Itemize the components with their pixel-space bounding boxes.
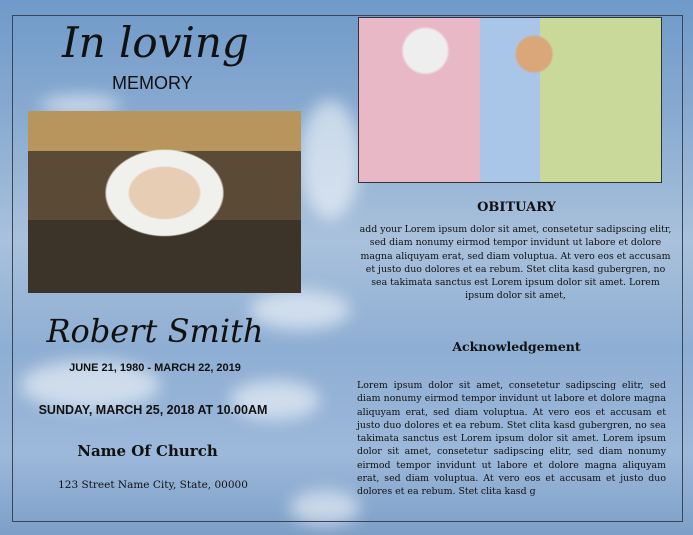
family-photo [358,17,662,183]
service-datetime: SUNDAY, MARCH 25, 2018 AT 10.00AM [38,403,268,417]
obituary-heading: OBITUARY [477,200,556,215]
acknowledgement-text: Lorem ipsum dolor sit amet, consetetur sadipscing elitr, sed diam nonumy eirmod tempor invidunt ut labore et dolore magna aliquyam erat, sed diam voluptua. At vero eos et accusam et justo duo dolores et ea rebum. Stet clita kasd gubergren, no sea takimata sanctus est Lorem ipsum dolor sit amet. Lorem ipsum dolor sit amet, consetetur sadipscing elitr, sed diam nonumy eirmod tempor invidunt ut labore et dolore magna aliquyam erat, sed diam voluptua. At vero eos et accusam et justo duo dolores et ea rebum. Stet clita kasd g [357,380,666,498]
church-name: Name Of Church [77,442,218,460]
obituary-text: add your Lorem ipsum dolor sit amet, consetetur sadipscing elitr, sed diam nonumy eirmod tempor invidunt ut labore et dolore magna aliquyam erat, sed diam voluptua. At vero eos et accusam et justo duo dolores et ea rebum. Stet clita kasd gubergren, no sea takimata sanctus est Lorem ipsum dolor sit amet. Lorem ipsum dolor sit amet, [359,224,672,302]
deceased-name: Robert Smith [46,312,264,350]
in-loving-title: In loving [62,18,249,67]
deceased-portrait-photo [28,111,301,293]
acknowledgement-heading: Acknowledgement [452,339,581,354]
church-address: 123 Street Name City, State, 00000 [58,479,248,491]
life-dates: JUNE 21, 1980 - MARCH 22, 2019 [69,362,241,374]
memory-subtitle: MEMORY [112,73,193,93]
